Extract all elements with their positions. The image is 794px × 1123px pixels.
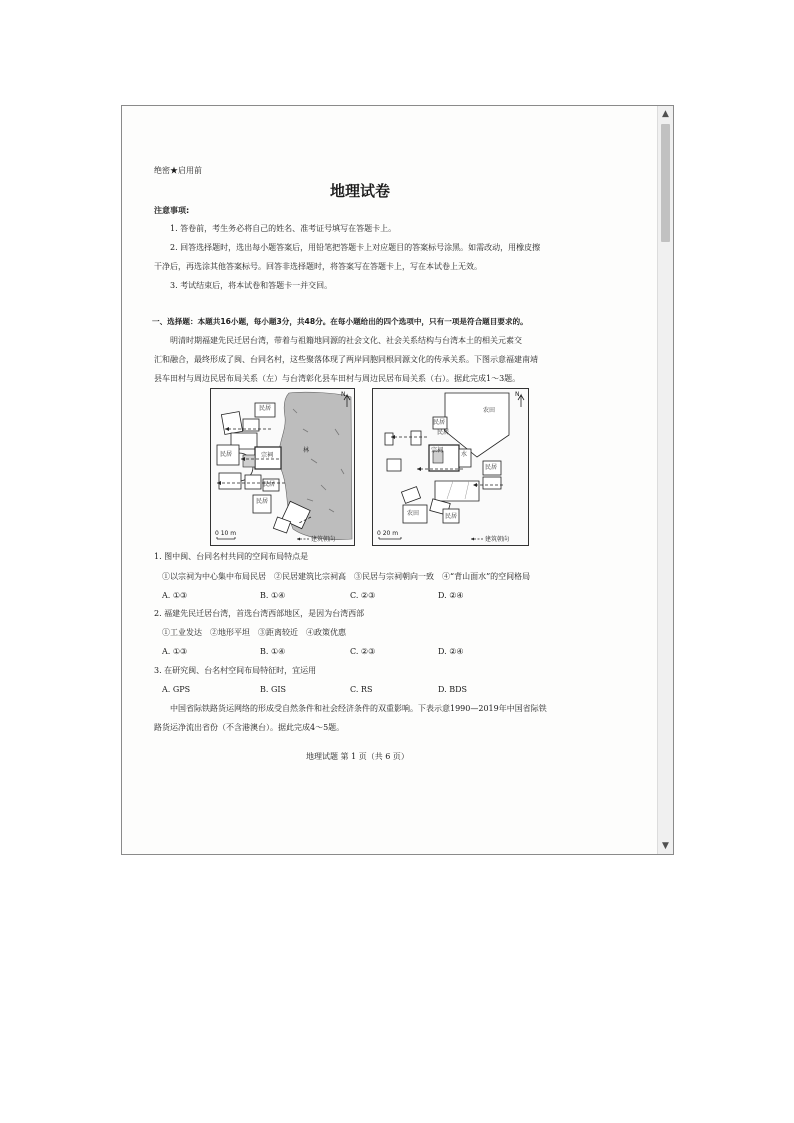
question-3-option-b: B. GIS [260,685,286,694]
question-1-option-a: A. ①③ [162,591,188,600]
question-2-option-c: C. ②③ [350,647,376,656]
section-heading: 一、选择题：本题共16小题，每小题3分，共48分。在每小题给出的四个选项中，只有一项是符合题目要求的。 [152,317,528,326]
label-water: 水 [461,451,468,458]
label-residence: 民居 [437,429,450,436]
exam-page [122,106,658,854]
intro-line-3: 县车田村与周边民居布局关系（左）与台湾彰化县车田村与周边民居布局关系（右）。据此完成1～3题。 [154,374,521,383]
question-1-statements: ①以宗祠为中心集中布局民居 ②民居建筑比宗祠高 ③民居与宗祠朝向一致 ④“背山面水”的空间格局 [162,572,531,581]
question-3-option-a: A. GPS [162,685,191,694]
north-arrow-label: N [341,391,346,398]
scroll-down-icon[interactable]: ▼ [662,841,669,851]
question-2-stem: 2. 福建先民迁居台湾，首选台湾西部地区，是因为台湾西部 [154,609,365,618]
question-2-option-b: B. ①④ [260,647,286,656]
figure-right-drawing [373,389,529,546]
label-residence: 民居 [485,464,498,471]
scroll-up-icon[interactable]: ▲ [662,109,669,119]
label-residence: 民居 [263,481,276,488]
question-3-option-d: D. BDS [438,685,467,694]
label-residence: 民居 [259,405,272,412]
passage-line-1: 中国省际铁路货运网络的形成受自然条件和社会经济条件的双重影响。下表示意1990—2019年中国省际铁 [170,704,547,713]
question-1-stem: 1. 图中闽、台同名村共同的空间布局特点是 [154,552,309,561]
figure-left-map [210,388,355,546]
legend-label: 建筑朝向 [485,536,510,543]
figure-left-drawing [211,389,355,546]
label-residence: 民居 [220,451,233,458]
question-1-option-c: C. ②③ [350,591,376,600]
page-title: 地理试卷 [330,182,391,200]
question-1-option-b: B. ①④ [260,591,286,600]
label-ancestral-hall: 宗祠 [261,452,274,459]
confidential-mark: 绝密★启用前 [154,166,202,175]
document-viewer [121,105,674,855]
question-3-stem: 3. 在研究闽、台名村空间布局特征时，宜运用 [154,666,317,675]
scale-bar-label: 0 20 m [377,530,399,537]
north-arrow-label: N [515,391,520,398]
legend-label: 建筑朝向 [311,536,336,543]
question-2-option-d: D. ②④ [438,647,464,656]
page-footer: 地理试题 第 1 页（共 6 页） [306,752,409,761]
label-forest: 林 [303,447,310,454]
label-ancestral-hall: 宗祠 [431,447,444,454]
question-2-option-a: A. ①③ [162,647,188,656]
scale-bar-label: 0 10 m [215,530,237,537]
scrollbar-thumb[interactable] [661,124,670,242]
label-residence: 民居 [256,498,269,505]
note-2-cont: 干净后，再选涂其他答案标号。回答非选择题时，将答案写在答题卡上，写在本试卷上无效。 [154,262,482,271]
question-1-option-d: D. ②④ [438,591,464,600]
note-2: 2. 回答选择题时，选出每小题答案后，用铅笔把答题卡上对应题目的答案标号涂黑。如需改动，用橡皮擦 [170,243,541,252]
figure-right-map [372,388,529,546]
intro-line-1: 明清时期福建先民迁居台湾，带着与祖籍地同源的社会文化、社会关系结构与台湾本土的相关元素交 [170,336,522,345]
note-1: 1. 答卷前，考生务必将自己的姓名、准考证号填写在答题卡上。 [170,224,397,233]
note-3: 3. 考试结束后，将本试卷和答题卡一并交回。 [170,281,333,290]
question-2-statements: ①工业发达 ②地形平坦 ③距离较近 ④政策优惠 [162,628,346,637]
passage-line-2: 路货运净流出省份（不含港澳台）。据此完成4～5题。 [154,723,345,732]
label-residence: 民居 [445,513,458,520]
notes-heading: 注意事项: [154,206,190,215]
label-residence: 民居 [433,419,446,426]
question-3-option-c: C. RS [350,685,373,694]
label-farmland: 农田 [407,510,420,517]
label-farmland: 农田 [483,407,496,414]
intro-line-2: 汇和融合，最终形成了闽、台同名村，这些聚落体现了两岸同胞同根同源文化的传承关系。下图示意福建南靖 [154,355,538,364]
vertical-scrollbar[interactable] [657,106,673,854]
